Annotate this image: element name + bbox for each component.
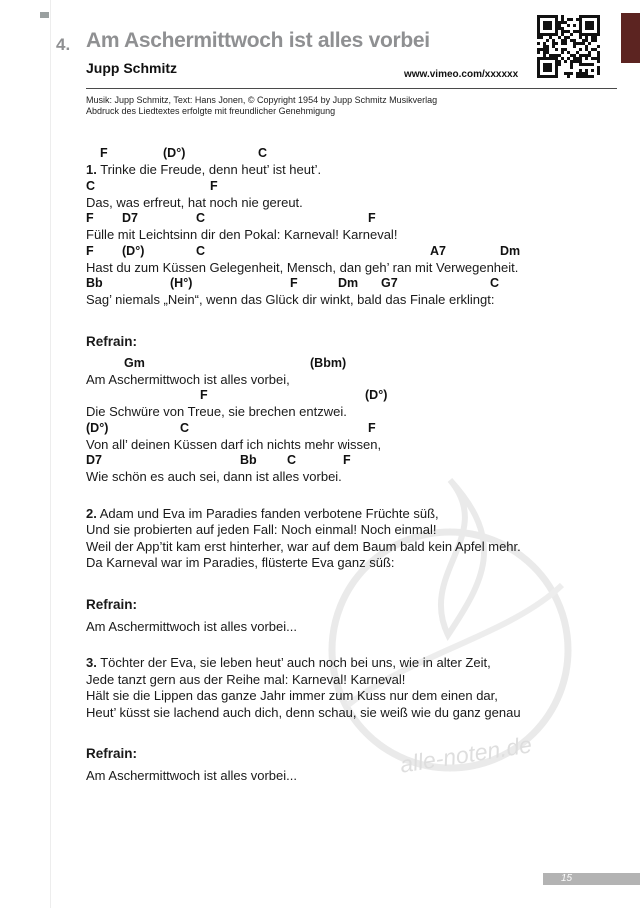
chord: F — [343, 453, 351, 467]
chord: (D°) — [163, 146, 186, 160]
lyric-line: Am Aschermittwoch ist alles vorbei... — [86, 618, 297, 634]
chord: F — [100, 146, 108, 160]
verse-number: 1. — [86, 162, 97, 177]
lyric-line: Da Karneval war im Paradies, flüsterte Eva ganz süß: — [86, 555, 395, 570]
chord-row — [86, 421, 626, 437]
block-spacer — [86, 486, 626, 506]
lyric-line: Jede tanzt gern aus der Reihe mal: Karneval! Karneval! — [86, 671, 406, 687]
chord: C — [287, 453, 297, 467]
chord: (D°) — [86, 420, 109, 435]
page-number: 15 — [561, 873, 573, 884]
lyric-line: Am Aschermittwoch ist alles vorbei... — [86, 768, 297, 783]
footer-bar — [543, 873, 640, 885]
page-edge-bar — [621, 13, 640, 63]
page-title: Am Aschermittwoch ist alles vorbei — [86, 29, 430, 52]
chord: (H°) — [170, 276, 193, 290]
lyric-line: 3. Töchter der Eva, sie leben heut’ auch noch bei uns, wie in alter Zeit, — [86, 655, 491, 670]
watermark-text: alle-noten.de — [398, 731, 534, 778]
chord: F — [86, 243, 94, 258]
refrain-label: Refrain: — [86, 596, 138, 612]
chord: Gm — [124, 355, 145, 370]
chord: (D°) — [365, 388, 388, 402]
chord: D7 — [86, 453, 102, 467]
verse-number: 2. — [86, 505, 97, 521]
chord: G7 — [381, 276, 398, 290]
refrain-label: Refrain: — [86, 333, 138, 349]
chord-row — [86, 244, 626, 260]
chord: C — [180, 420, 190, 435]
lyric-line: Heut’ küsst sie lachend auch dich, denn schau, sie weiß wie du ganz genau — [86, 704, 521, 720]
chord: Bb — [240, 453, 257, 467]
header-divider — [86, 88, 617, 89]
print-mark — [40, 12, 49, 18]
chord-row — [86, 388, 626, 404]
chord: Dm — [338, 276, 359, 290]
chord-row — [86, 276, 626, 292]
lyric-line: Hält sie die Lippen das ganze Jahr immer zum Kuss nur dem einen dar, — [86, 688, 498, 703]
verse-number: 3. — [86, 655, 97, 670]
qr-code-icon — [537, 15, 600, 78]
chord: F — [368, 420, 376, 435]
chord: (Bbm) — [310, 355, 347, 370]
refrain-label: Refrain: — [86, 746, 138, 761]
lyric-line: Von all’ deinen Küssen darf ich nichts mehr wissen, — [86, 436, 382, 452]
chord: D7 — [122, 211, 138, 225]
lyric-line: Und sie probierten auf jeden Fall: Noch einmal! Noch einmal! — [86, 522, 437, 537]
scan-crease-line — [50, 0, 51, 908]
chord: C — [196, 243, 206, 258]
chord: F — [368, 211, 376, 225]
chord: Bb — [86, 276, 103, 290]
chord: F — [290, 276, 298, 290]
chord-row — [86, 356, 626, 372]
chord: A7 — [430, 243, 446, 258]
credits-line: Musik: Jupp Schmitz, Text: Hans Jonen, © Copyright 1954 by Jupp Schmitz Musikverlag — [86, 95, 438, 105]
chord: Dm — [500, 243, 521, 258]
lyric-line: Sag’ niemals „Nein“, wenn das Glück dir winkt, bald das Finale erklingt: — [86, 292, 495, 307]
chord: C — [258, 146, 268, 160]
chord-row — [86, 146, 626, 162]
chord-row — [86, 179, 626, 195]
chord: C — [86, 178, 96, 193]
song-number: 4. — [56, 35, 71, 54]
chord: F — [210, 178, 218, 193]
lyric-line: Fülle mit Leichtsinn dir den Pokal: Karneval! Karneval! — [86, 227, 398, 242]
chord: (D°) — [122, 243, 145, 258]
chord: F — [86, 211, 94, 225]
lyric-line: Weil der App’tit kam erst hinterher, war auf dem Baum bald kein Apfel mehr. — [86, 538, 521, 554]
lyric-line: 1. Trinke die Freude, denn heut’ ist heut’. — [86, 162, 322, 177]
artist-name: Jupp Schmitz — [86, 60, 178, 76]
chord: C — [196, 211, 206, 225]
credits-line: Abdruck des Liedtextes erfolgte mit freundlicher Genehmigung — [86, 106, 336, 116]
video-url: www.vimeo.com/xxxxxx — [404, 69, 519, 80]
block-spacer — [86, 635, 626, 655]
chord: C — [490, 276, 500, 290]
lyric-line: 2. Adam und Eva im Paradies fanden verbotene Früchte süß, — [86, 505, 439, 521]
credits-block — [86, 95, 437, 117]
lyric-line: Wie schön es auch sei, dann ist alles vorbei. — [86, 469, 342, 484]
chord: F — [200, 388, 208, 402]
lyric-line: Hast du zum Küssen Gelegenheit, Mensch, dan geh’ ran mit Verwegenheit. — [86, 259, 519, 275]
lyric-line: Am Aschermittwoch ist alles vorbei, — [86, 371, 290, 387]
chord-row — [86, 211, 626, 227]
lyric-line: Das, was erfreut, hat noch nie gereut. — [86, 194, 303, 210]
song-body — [86, 146, 626, 785]
lyric-line: Die Schwüre von Treue, sie brechen entzwei. — [86, 404, 347, 419]
chord-row — [86, 453, 626, 469]
